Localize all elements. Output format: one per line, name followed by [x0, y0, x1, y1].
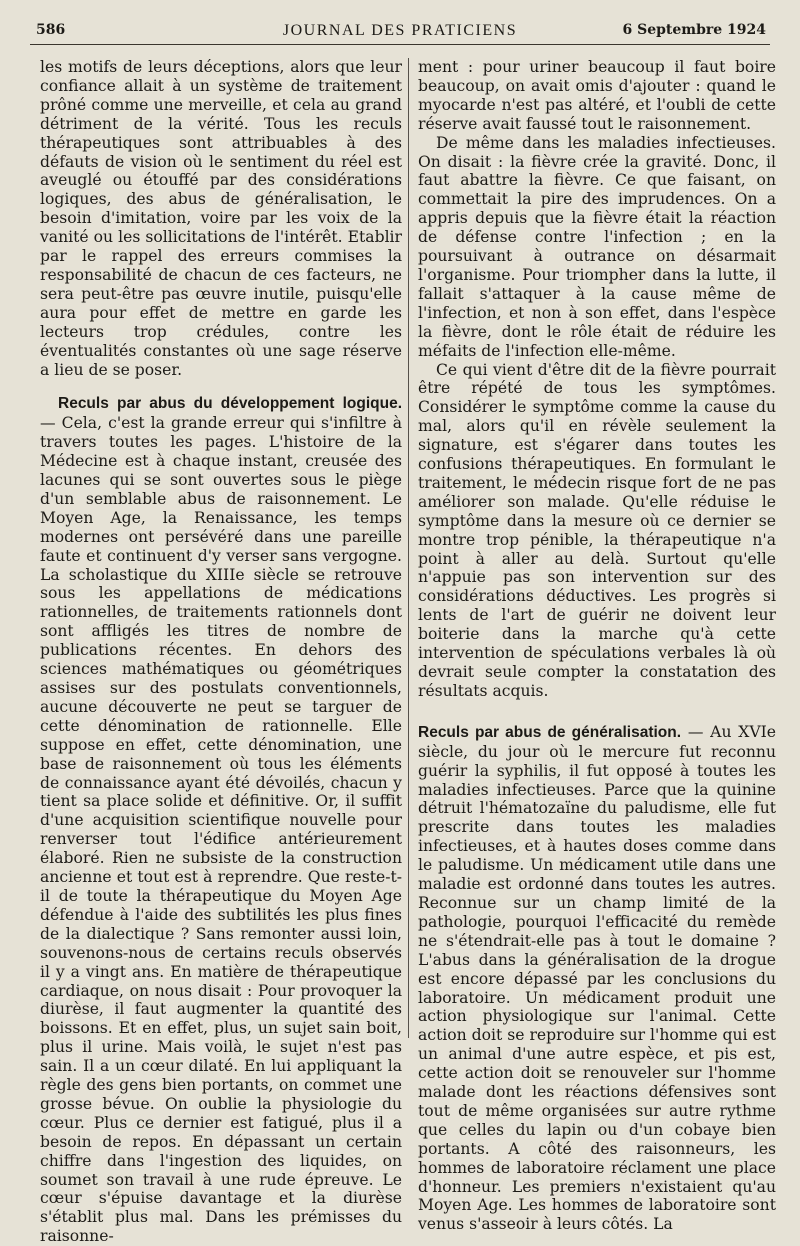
issue-date: 6 Septembre 1924 — [622, 22, 766, 38]
paragraph: Ce qui vient d'être dit de la fièvre pourrait être répété de tous les symptômes. Considérer le symptôme comme la cause du mal, alors qu'il en révèle seulement la signature, est s'égarer dans toutes les confusions thérapeutiques. En formulant le traitement, le médecin risque fort de ne pas améliorer son malade. Qu'elle réduise le symptôme dans la mesure où ce dernier se montre trop pénible, la thérapeutique n'a point à aller au delà. Surtout qu'elle n'appuie pas son intervention sur des considérations déductives. Les progrès si lents de l'art de guérir ne doivent leur boiterie dans la marche qu'à cette intervention de spéculations verbales là où devrait seule compter la constatation des résultats acquis. — [418, 360, 776, 700]
section-heading: Reculs par abus de généralisation. — [418, 723, 682, 741]
paragraph: De même dans les maladies infectieuses. On disait : la fièvre crée la gravité. Donc, il faut abattre la fièvre. Ce que faisant, on commettait la pire des imprudences. On a appris depuis que la fièvre était la réaction de défense contre l'infection ; en la poursuivant à outrance on désarmait l'organisme. Pour triompher dans la lutte, il fallait s'attaquer à la cause même de l'infection, et non à son effet, dans l'espèce la fièvre, dont le rôle était de réduire les méfaits de l'infection elle-même. — [418, 133, 776, 360]
journal-title: JOURNAL DES PRATICIENS — [282, 22, 518, 39]
page-number: 586 — [36, 22, 66, 38]
paragraph-text: — Cela, c'est la grande erreur qui s'infiltre à travers toutes les pages. L'histoire de la Médecine est à chaque instant, creusée des lacunes qui se sont ouvertes sous le piège d'un semblable abus de raisonnement. Le Moyen Age, la Renaissance, les temps modernes ont persévéré dans une pareille faute et continuent d'y verser sans vergogne. La scholastique du XIIIe siècle se retrouve sous les appellations de médications rationnelles, de traitements rationnels dont sont affligés les titres de nombre de publications récentes. En dehors des sciences mathématiques ou géométriques assises sur des postulats conventionnels, aucune découverte ne peut se targuer de cette dénomination de rationnelle. Elle suppose en effet, cette dénomination, une base de raisonnement où tous les éléments de connaissance ayant été dévoilés, chacun y tient sa place solide et définitive. Or, il suffit d'une acquisition scientifique nouvelle pour renverser tout l'édifice antérieurement élaboré. Rien ne subsiste de la construction ancienne et tout est à reprendre. Que reste-t-il de toute la thérapeutique du Moyen Age défendue à l'aide des subtilités les plus fines de la dialectique ? Sans remonter aussi loin, souvenons-nous de certains reculs observés il y a vingt ans. En matière de thérapeutique cardiaque, on nous disait : Pour provoquer la diurèse, il faut augmenter la quantité des boissons. Et en effet, plus, un sujet sain boit, plus il urine. Mais voilà, le sujet n'est pas sain. Il a un cœur dilaté. En lui appliquant la règle des gens bien portants, on commet une grosse bévue. On oublie la physiologie du cœur. Plus ce dernier est fatigué, plus il a besoin de repos. En dépassant un certain chiffre dans l'ingestion des liquides, on soumet son travail à une rude épreuve. Le cœur s'épuise davantage et la diurèse s'établit plus mal. Dans les prémisses du raisonne- — [40, 414, 402, 1246]
paragraph: ment : pour uriner beaucoup il faut boire beaucoup, on avait omis d'ajouter : quand le myocarde n'est pas altéré, et l'oubli de cette réserve avait faussé tout le raisonnement. — [418, 58, 776, 133]
section-paragraph — [40, 394, 402, 1246]
section-heading: Reculs par abus du développement logique. — [58, 395, 402, 413]
section-paragraph — [418, 723, 776, 1234]
paragraph: les motifs de leurs déceptions, alors que leur confiance allait à un système de traitement prôné comme une merveille, et cela au grand détriment de la vérité. Tous les reculs thérapeutiques sont attribuables à des défauts de vision où le sentiment du réel est aveuglé ou étouffé par des considérations logiques, des abus de généralisation, le besoin d'imitation, voire par les voix de la vanité ou les sollicitations de l'intérêt. Etablir par le rappel des erreurs commises la responsabilité de chacun de ces facteurs, ne sera peut-être pas œuvre inutile, puisqu'elle aura pour effet de mettre en garde les lecteurs trop crédules, contre les éventualités constantes où une sage réserve a lieu de se poser. — [40, 58, 402, 379]
page-header — [30, 16, 770, 45]
right-column — [418, 58, 776, 1234]
left-column — [40, 58, 402, 1246]
paragraph-text: — Au XVIe siècle, du jour où le mercure fut reconnu guérir la syphilis, il fut opposé à toutes les maladies infectieuses. Parce que la quinine détruit l'hématozaïne du paludisme, elle fut prescrite dans toutes les maladies infectieuses, et à hautes doses comme dans le paludisme. Un médicament utile dans une maladie est ordonné dans toutes les autres. Reconnue sur un champ limité de la pathologie, pourquoi l'efficacité du remède ne s'étendrait-elle pas à tout le domaine ? L'abus dans la généralisation de la drogue est encore dépassé par les conclusions du laboratoire. Un médicament produit une action physiologique sur l'animal. Cette action doit se reproduire sur l'homme qui est un animal d'une autre espèce, et pis est, cette action doit se renouveler sur l'homme malade dont les réactions défensives sont tout de même organisées sur autre rythme que celles du lapin ou d'un cobaye bien portants. A côté des raisonneurs, les hommes de laboratoire réclament une place d'honneur. Les premiers n'existaient qu'au Moyen Age. Les hommes de laboratoire sont venus s'asseoir à leurs côtés. La — [418, 722, 776, 1234]
column-divider — [408, 58, 409, 1038]
